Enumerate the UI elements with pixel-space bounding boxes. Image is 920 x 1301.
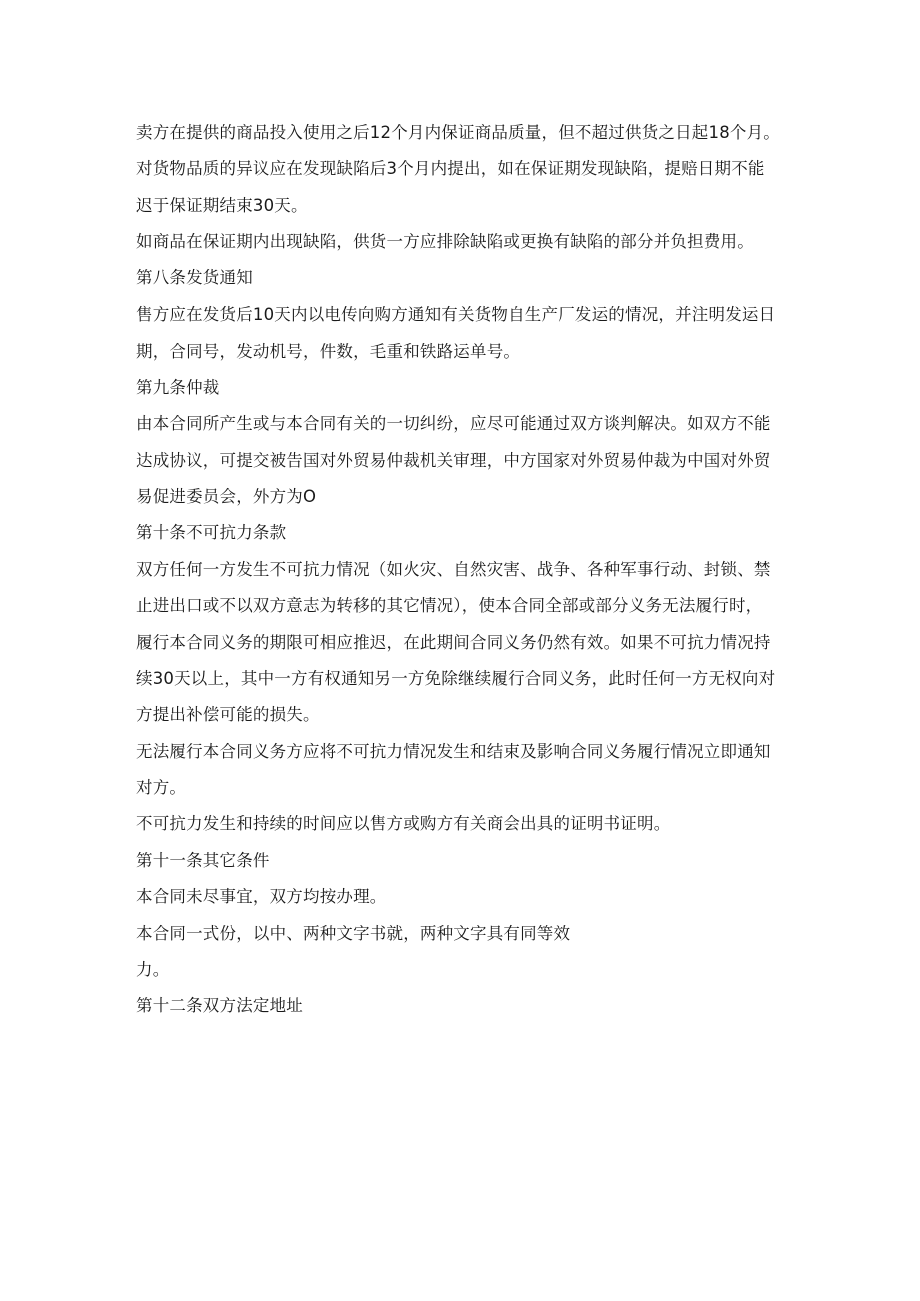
text-line: 售方应在发货后10天内以电传向购方通知有关货物自生产厂发运的情况，并注明发运日	[136, 305, 776, 324]
text-line: 无法履行本合同义务方应将不可抗力情况发生和结束及影响合同义务履行情况立即通知	[136, 742, 771, 761]
text-line: 如商品在保证期内出现缺陷，供货一方应排除缺陷或更换有缺陷的部分并负担费用。	[136, 232, 754, 251]
text-line: 方提出补偿可能的损失。	[136, 705, 320, 724]
text-line: 本合同未尽事宜，双方均按办理。	[136, 887, 387, 906]
text-line: 本合同一式份，以中、两种文字书就，两种文字具有同等效	[136, 924, 571, 943]
section-heading: 第九条仲裁	[136, 378, 220, 397]
text-line: 续30天以上，其中一方有权通知另一方免除继续履行合同义务，此时任何一方无权向对	[136, 669, 776, 688]
text-line: 力。	[136, 960, 170, 979]
text-line: 达成协议，可提交被告国对外贸易仲裁机关审理，中方国家对外贸易仲裁为中国对外贸	[136, 451, 771, 470]
text-line: 对货物品质的异议应在发现缺陷后3个月内提出，如在保证期发现缺陷，提赔日期不能	[136, 159, 765, 178]
text-line: 由本合同所产生或与本合同有关的一切纠纷，应尽可能通过双方谈判解决。如双方不能	[136, 414, 771, 433]
section-heading: 第十二条双方法定地址	[136, 996, 303, 1015]
text-line: 双方任何一方发生不可抗力情况（如火灾、自然灾害、战争、各种军事行动、封锁、禁	[136, 560, 771, 579]
text-line: 易促进委员会，外方为O	[136, 487, 317, 506]
section-heading: 第八条发货通知	[136, 268, 253, 287]
text-line: 卖方在提供的商品投入使用之后12个月内保证商品质量，但不超过供货之日起18个月。	[136, 123, 780, 142]
text-line: 期，合同号，发动机号，件数，毛重和铁路运单号。	[136, 342, 521, 361]
section-heading: 第十条不可抗力条款	[136, 523, 287, 542]
text-line: 止进出口或不以双方意志为转移的其它情况），使本合同全部或部分义务无法履行时，	[136, 596, 763, 615]
text-line: 履行本合同义务的期限可相应推迟，在此期间合同义务仍然有效。如果不可抗力情况持	[136, 633, 771, 652]
text-line: 不可抗力发生和持续的时间应以售方或购方有关商会出具的证明书证明。	[136, 814, 671, 833]
section-heading: 第十一条其它条件	[136, 851, 270, 870]
text-line: 迟于保证期结束30天。	[136, 196, 308, 215]
text-line: 对方。	[136, 778, 187, 797]
